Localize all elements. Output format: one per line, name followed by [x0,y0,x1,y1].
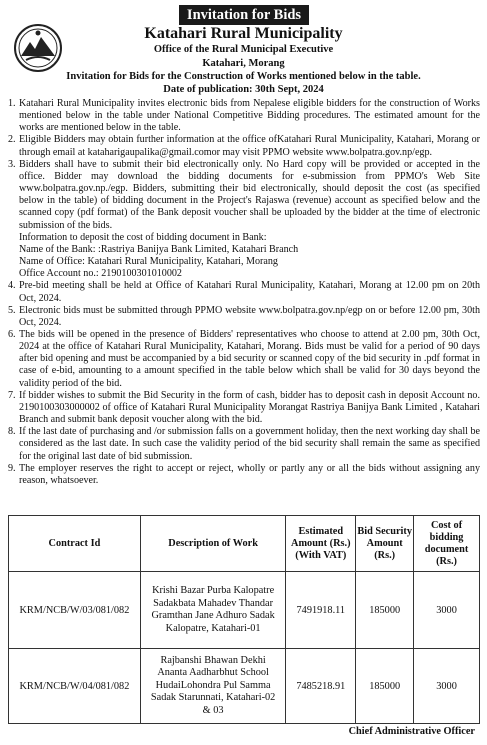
address: Katahari, Morang [202,58,285,69]
list-item: 1. Katahari Rural Municipality invites electronic bids from Nepalese eligible bidders for the construction of Works mentioned below in the table under National Competitive Bidding procedures. The estimated amount for the works are mentioned below in the table. [8,98,480,134]
invitation-line: Invitation for Bids for the Construction of Works mentioned below in the table. [66,71,421,82]
list-item: 2. Eligible Bidders may obtain further information at the office ofKatahari Rural Municipality, Katahari, Morang or through email at kataharigaupalika@gmail.comor may visit PPMO website www.bolpatra.gov.np/egp. [8,134,480,158]
col-header-description: Description of Work [140,516,286,572]
list-item: 3. Bidders shall have to submit their bid electronically only. No Hard copy will be provided or accepted in the office. Bidder may download the bidding documents for e-submission from PPMO's Web Site www.bolpatra.gov.np./egp. Bidders, submitting their bid electronically, should deposit the cost (as specified below in the table) of bidding document in the Project's Rajaswa (revenue) account as specified below and the scanned copy (pdf format) of the Bank deposit voucher shall be uploaded by the bidder at the time of electronic submission of the bids. [8,158,480,231]
cost-cell: 3000 [414,649,480,724]
list-item: 7. If bidder wishes to submit the Bid Security in the form of cash, bidder has to deposit cash in deposit Account no. 2190100303000002 of office of Katahari Rural Municipality Morangat Rastriya Banijya Bank Limited , Katahari Branch and submit bank deposit voucher along with the bid. [8,389,480,426]
title-banner: Invitation for Bids [179,5,309,25]
description-cell: Rajbanshi Bhawan Dekhi Ananta Aadharbhut School HudaiLohondra Pul Samma Sadak Starunnati, Katahari-02 & 03 [140,649,286,724]
table-row [9,572,480,649]
col-header-estimated-amount: Estimated Amount (Rs.) (With VAT) [286,516,356,572]
bank-account: Office Account no.: 2190100301010002 [19,268,182,280]
amount-cell: 7485218.91 [286,649,356,724]
bank-info [8,232,480,281]
col-header-contract-id: Contract Id [9,516,141,572]
cost-cell: 3000 [414,572,480,649]
office-name: Office of the Rural Municipal Executive [153,44,334,55]
list-item: 5. Electronic bids must be submitted through PPMO website www.bolpatra.gov.np/egp on or before 12.00 pm, 30th Oct, 2024. [8,304,480,328]
contract-id-cell: KRM/NCB/W/03/081/082 [9,572,141,649]
list-item: 9. The employer reserves the right to accept or reject, wholly or partly any or all the bids without assigning any reason, whatsoever. [8,462,480,486]
col-header-bid-security: Bid Security Amount (Rs.) [356,516,414,572]
contract-id-cell: KRM/NCB/W/04/081/082 [9,649,141,724]
description-cell: Krishi Bazar Purba Kalopatre Sadakbata Mahadev Thandar Gramthan Jane Adhuro Sadak Kalopatre, Katahari-01 [140,572,286,649]
list-item: 8. If the last date of purchasing and /or submission falls on a government holiday, then the next working day shall be considered as the last date. In such case the validity period of the bid security shall remain the same as specified for the original last date of bid submission. [8,426,480,462]
security-cell: 185000 [356,649,414,724]
list-item: 4. Pre-bid meeting shall be held at Office of Katahari Rural Municipality, Katahari, Morang at 12.00 pm on 20th Oct, 2024. [8,280,480,304]
bank-office: Name of Office: Katahari Rural Municipality, Katahari, Morang [19,256,278,268]
security-cell: 185000 [356,572,414,649]
amount-cell: 7491918.11 [286,572,356,649]
notice-body [8,98,480,487]
works-table [8,515,480,724]
bank-info-intro: Information to deposit the cost of bidding document in Bank: [19,231,267,243]
table-row [9,649,480,724]
publication-date: Date of publication: 30th Sept, 2024 [163,84,324,95]
municipality-name: Katahari Rural Municipality [144,25,343,42]
col-header-document-cost: Cost of bidding document (Rs.) [414,516,480,572]
signature: Chief Administrative Officer [348,726,475,737]
table-header-row [9,516,480,572]
list-item: 6. The bids will be opened in the presence of Bidders' representatives who choose to attend at 2.00 pm, 30th Oct, 2024 at the office of Katahari Rural Municipality, Katahari, Morang. Bids must be valid for a period of 90 days after bid opening and must be accompanied by a bid security or scanned copy of the bid security in .pdf format in case of e-bid, amounting to a amount specified in the table below which shall be valid for 30 days beyond the validity period of the bid. [8,328,480,389]
bank-name: Name of the Bank: :Rastriya Banijya Bank Limited, Katahari Branch [19,243,299,255]
